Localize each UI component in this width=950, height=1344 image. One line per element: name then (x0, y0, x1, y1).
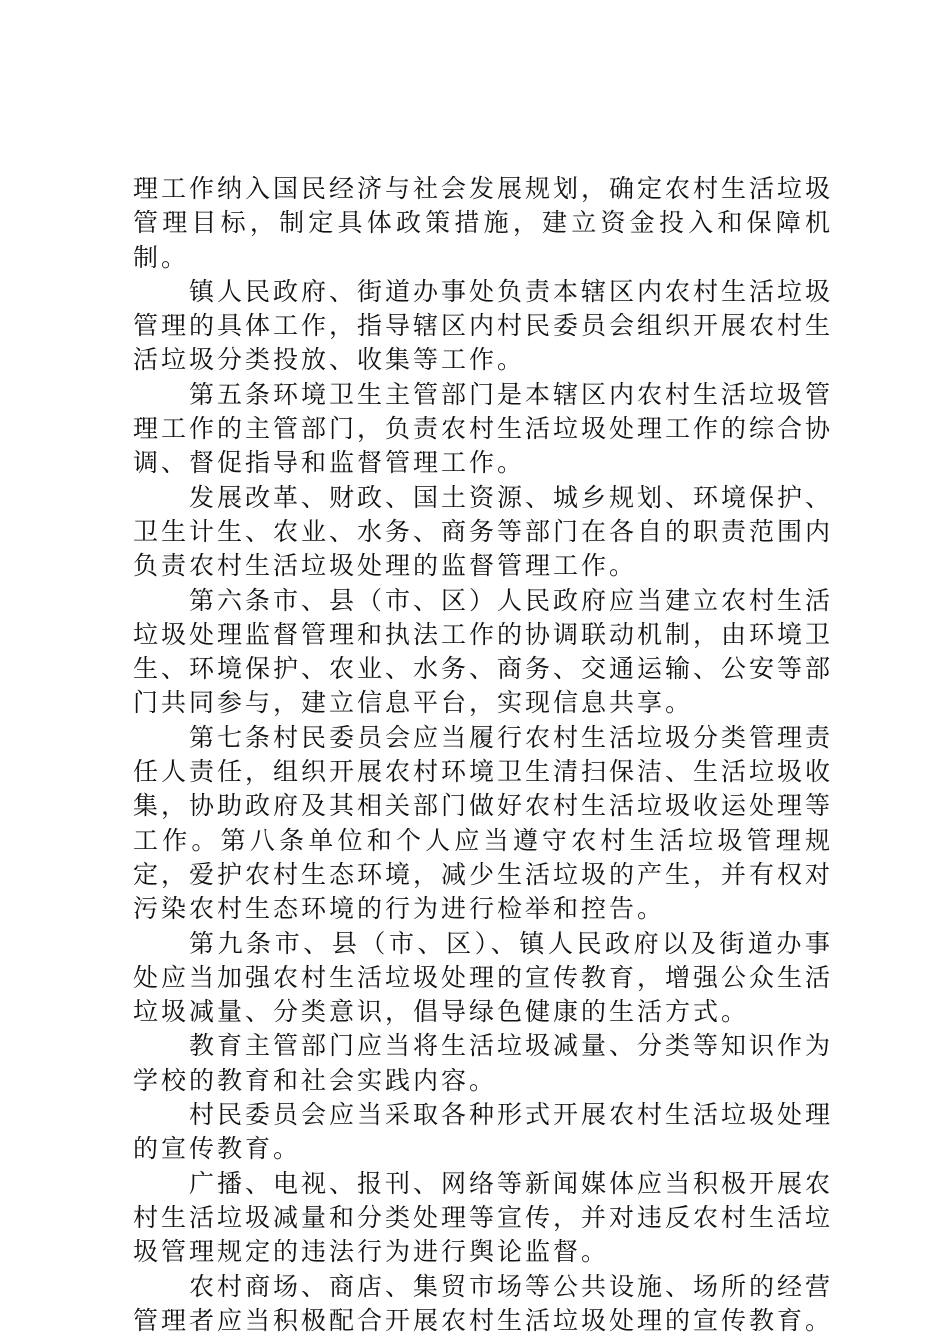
document-body (133, 172, 833, 1338)
paragraph-1: 理工作纳入国民经济与社会发展规划，确定农村生活垃圾管理目标，制定具体政策措施，建立资金投入和保障机制。 (133, 174, 834, 272)
paragraph-5: 第六条市、县（市、区）人民政府应当建立农村生活垃圾处理监督管理和执法工作的协调联动机制，由环境卫生、环境保护、农业、水务、商务、交通运输、公安等部门共同参与，建立信息平台，实现信息共享。 (133, 585, 834, 718)
paragraph-3: 第五条环境卫生主管部门是本辖区内农村生活垃圾管理工作的主管部门，负责农村生活垃圾处理工作的综合协调、督促指导和监督管理工作。 (133, 379, 834, 478)
paragraph-6: 第七条村民委员会应当履行农村生活垃圾分类管理责任人责任，组织开展农村环境卫生清扫保洁、生活垃圾收集，协助政府及其相关部门做好农村生活垃圾收运处理等工作。第八条单位和个人应当遵守农村生活垃圾管理规定，爱护农村生态环境，减少生活垃圾的产生，并有权对污染农村生态环境的行为进行检举和控告。 (133, 722, 834, 924)
paragraph-11: 农村商场、商店、集贸市场等公共设施、场所的经营管理者应当积极配合开展农村生活垃圾处理的宣传教育。 (133, 1271, 834, 1335)
paragraph-9: 村民委员会应当采取各种形式开展农村生活垃圾处理的宣传教育。 (133, 1100, 834, 1164)
paragraph-10: 广播、电视、报刊、网络等新闻媒体应当积极开展农村生活垃圾减量和分类处理等宣传，并对违反农村生活垃圾管理规定的违法行为进行舆论监督。 (133, 1168, 834, 1267)
paragraph-4: 发展改革、财政、国土资源、城乡规划、环境保护、卫生计生、农业、水务、商务等部门在各自的职责范围内负责农村生活垃圾处理的监督管理工作。 (133, 482, 834, 581)
paragraph-8: 教育主管部门应当将生活垃圾减量、分类等知识作为学校的教育和社会实践内容。 (133, 1031, 834, 1095)
paragraph-2: 镇人民政府、街道办事处负责本辖区内农村生活垃圾管理的具体工作，指导辖区内村民委员会组织开展农村生活垃圾分类投放、收集等工作。 (133, 276, 834, 375)
paragraph-7: 第九条市、县（市、区）、镇人民政府以及街道办事处应当加强农村生活垃圾处理的宣传教育，增强公众生活垃圾减量、分类意识，倡导绿色健康的生活方式。 (133, 928, 834, 1027)
